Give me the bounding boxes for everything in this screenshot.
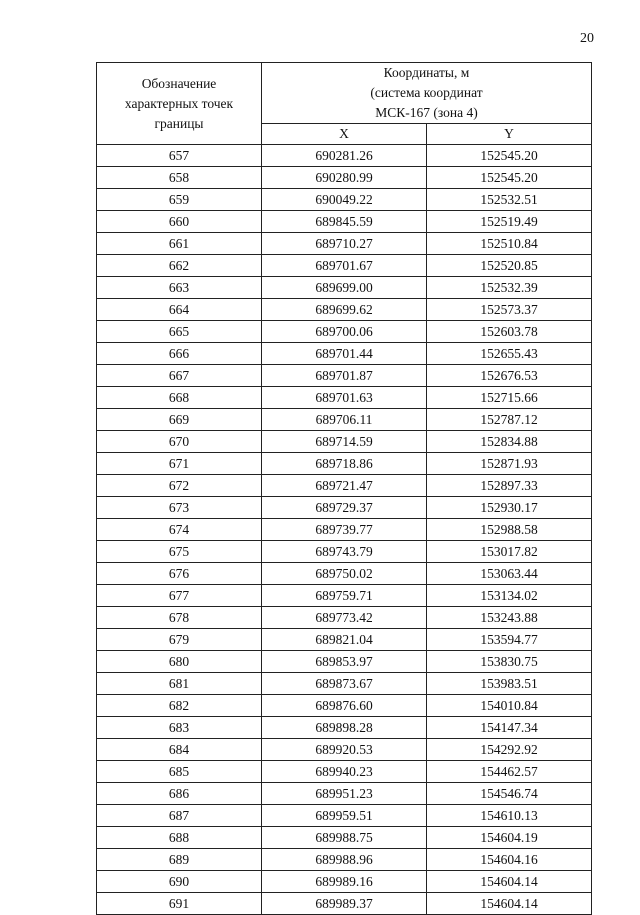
x-coordinate-cell: 689718.86 bbox=[262, 453, 427, 475]
table-row bbox=[97, 849, 592, 871]
coordinates-table bbox=[96, 62, 592, 915]
x-coordinate-cell: 690049.22 bbox=[262, 189, 427, 211]
y-coordinate-cell: 153017.82 bbox=[427, 541, 592, 563]
x-coordinate-cell: 689951.23 bbox=[262, 783, 427, 805]
table-row bbox=[97, 519, 592, 541]
y-coordinate-cell: 152655.43 bbox=[427, 343, 592, 365]
table-row bbox=[97, 607, 592, 629]
y-coordinate-cell: 153594.77 bbox=[427, 629, 592, 651]
y-coordinate-cell: 152532.39 bbox=[427, 277, 592, 299]
x-coordinate-cell: 689845.59 bbox=[262, 211, 427, 233]
point-id-cell: 661 bbox=[97, 233, 262, 255]
point-id-cell: 668 bbox=[97, 387, 262, 409]
y-coordinate-cell: 153830.75 bbox=[427, 651, 592, 673]
table-row bbox=[97, 827, 592, 849]
point-id-cell: 688 bbox=[97, 827, 262, 849]
y-coordinate-cell: 154546.74 bbox=[427, 783, 592, 805]
y-coordinate-cell: 154604.14 bbox=[427, 893, 592, 915]
x-coordinate-cell: 689701.44 bbox=[262, 343, 427, 365]
table-row bbox=[97, 299, 592, 321]
table-row bbox=[97, 145, 592, 167]
point-id-cell: 666 bbox=[97, 343, 262, 365]
point-id-cell: 681 bbox=[97, 673, 262, 695]
page-number: 20 bbox=[580, 31, 594, 46]
table-row bbox=[97, 233, 592, 255]
y-coordinate-cell: 153134.02 bbox=[427, 585, 592, 607]
x-coordinate-cell: 689898.28 bbox=[262, 717, 427, 739]
y-coordinate-cell: 154292.92 bbox=[427, 739, 592, 761]
table-row bbox=[97, 453, 592, 475]
point-id-cell: 662 bbox=[97, 255, 262, 277]
y-coordinate-cell: 152545.20 bbox=[427, 167, 592, 189]
point-id-cell: 685 bbox=[97, 761, 262, 783]
x-coordinate-cell: 689821.04 bbox=[262, 629, 427, 651]
point-id-cell: 678 bbox=[97, 607, 262, 629]
point-id-cell: 660 bbox=[97, 211, 262, 233]
y-coordinate-cell: 154604.14 bbox=[427, 871, 592, 893]
table-row bbox=[97, 541, 592, 563]
header-line: Координаты, м bbox=[383, 65, 470, 80]
point-id-cell: 676 bbox=[97, 563, 262, 585]
y-coordinate-cell: 152520.85 bbox=[427, 255, 592, 277]
y-coordinate-cell: 152519.49 bbox=[427, 211, 592, 233]
point-id-cell: 689 bbox=[97, 849, 262, 871]
point-id-cell: 657 bbox=[97, 145, 262, 167]
x-coordinate-cell: 689959.51 bbox=[262, 805, 427, 827]
point-id-cell: 667 bbox=[97, 365, 262, 387]
table-row bbox=[97, 585, 592, 607]
point-id-cell: 670 bbox=[97, 431, 262, 453]
point-id-cell: 672 bbox=[97, 475, 262, 497]
point-id-cell: 687 bbox=[97, 805, 262, 827]
table-row bbox=[97, 739, 592, 761]
point-id-cell: 684 bbox=[97, 739, 262, 761]
y-coordinate-cell: 152930.17 bbox=[427, 497, 592, 519]
table-row bbox=[97, 167, 592, 189]
y-coordinate-cell: 154604.19 bbox=[427, 827, 592, 849]
point-id-cell: 690 bbox=[97, 871, 262, 893]
x-coordinate-cell: 689701.67 bbox=[262, 255, 427, 277]
x-coordinate-cell: 689940.23 bbox=[262, 761, 427, 783]
table-row bbox=[97, 893, 592, 915]
point-id-cell: 658 bbox=[97, 167, 262, 189]
table-row bbox=[97, 431, 592, 453]
table-row bbox=[97, 673, 592, 695]
table-row bbox=[97, 871, 592, 893]
y-coordinate-cell: 152871.93 bbox=[427, 453, 592, 475]
point-id-cell: 686 bbox=[97, 783, 262, 805]
x-coordinate-cell: 689710.27 bbox=[262, 233, 427, 255]
x-coordinate-cell: 689988.75 bbox=[262, 827, 427, 849]
point-id-cell: 669 bbox=[97, 409, 262, 431]
x-coordinate-cell: 689876.60 bbox=[262, 695, 427, 717]
point-id-cell: 677 bbox=[97, 585, 262, 607]
x-coordinate-cell: 689701.87 bbox=[262, 365, 427, 387]
point-id-cell: 671 bbox=[97, 453, 262, 475]
y-coordinate-cell: 153063.44 bbox=[427, 563, 592, 585]
y-coordinate-cell: 152834.88 bbox=[427, 431, 592, 453]
x-coordinate-cell: 689701.63 bbox=[262, 387, 427, 409]
header-line: границы bbox=[154, 115, 204, 131]
point-id-cell: 683 bbox=[97, 717, 262, 739]
x-coordinate-cell: 689729.37 bbox=[262, 497, 427, 519]
table-row bbox=[97, 189, 592, 211]
point-id-cell: 682 bbox=[97, 695, 262, 717]
x-coordinate-cell: 689750.02 bbox=[262, 563, 427, 585]
point-id-cell: 674 bbox=[97, 519, 262, 541]
y-coordinate-cell: 152603.78 bbox=[427, 321, 592, 343]
x-coordinate-cell: 689920.53 bbox=[262, 739, 427, 761]
y-coordinate-cell: 152897.33 bbox=[427, 475, 592, 497]
table-row bbox=[97, 475, 592, 497]
y-coordinate-cell: 152510.84 bbox=[427, 233, 592, 255]
table-row bbox=[97, 629, 592, 651]
table-row bbox=[97, 563, 592, 585]
x-coordinate-cell: 689743.79 bbox=[262, 541, 427, 563]
table-row bbox=[97, 717, 592, 739]
x-coordinate-cell: 689773.42 bbox=[262, 607, 427, 629]
table-row bbox=[97, 343, 592, 365]
x-coordinate-cell: 689699.62 bbox=[262, 299, 427, 321]
point-id-cell: 680 bbox=[97, 651, 262, 673]
table-row bbox=[97, 255, 592, 277]
table-row bbox=[97, 497, 592, 519]
point-id-cell: 663 bbox=[97, 277, 262, 299]
x-coordinate-cell: 689989.16 bbox=[262, 871, 427, 893]
y-coordinate-cell: 152787.12 bbox=[427, 409, 592, 431]
table-header bbox=[97, 63, 592, 145]
x-coordinate-cell: 689988.96 bbox=[262, 849, 427, 871]
x-coordinate-cell: 689706.11 bbox=[262, 409, 427, 431]
y-coordinate-cell: 153243.88 bbox=[427, 607, 592, 629]
y-coordinate-cell: 154610.13 bbox=[427, 805, 592, 827]
point-id-cell: 675 bbox=[97, 541, 262, 563]
table-row bbox=[97, 409, 592, 431]
x-coordinate-cell: 689759.71 bbox=[262, 585, 427, 607]
table-row bbox=[97, 321, 592, 343]
table-row bbox=[97, 387, 592, 409]
x-coordinate-cell: 689700.06 bbox=[262, 321, 427, 343]
y-coordinate-cell: 152573.37 bbox=[427, 299, 592, 321]
y-coordinate-cell: 154010.84 bbox=[427, 695, 592, 717]
table-row bbox=[97, 783, 592, 805]
y-coordinate-cell: 154604.16 bbox=[427, 849, 592, 871]
x-coordinate-cell: 689853.97 bbox=[262, 651, 427, 673]
table-row bbox=[97, 651, 592, 673]
y-column-header: Y bbox=[427, 124, 592, 145]
x-coordinate-cell: 689714.59 bbox=[262, 431, 427, 453]
y-coordinate-cell: 154462.57 bbox=[427, 761, 592, 783]
point-id-cell: 665 bbox=[97, 321, 262, 343]
header-line: Обозначение bbox=[141, 75, 217, 91]
table-row bbox=[97, 365, 592, 387]
y-coordinate-cell: 152988.58 bbox=[427, 519, 592, 541]
header-line: МСК-167 (зона 4) bbox=[375, 105, 478, 120]
x-coordinate-cell: 690280.99 bbox=[262, 167, 427, 189]
x-coordinate-cell: 690281.26 bbox=[262, 145, 427, 167]
x-coordinate-cell: 689873.67 bbox=[262, 673, 427, 695]
y-coordinate-cell: 153983.51 bbox=[427, 673, 592, 695]
x-coordinate-cell: 689721.47 bbox=[262, 475, 427, 497]
point-id-cell: 664 bbox=[97, 299, 262, 321]
point-id-cell: 691 bbox=[97, 893, 262, 915]
x-coordinate-cell: 689989.37 bbox=[262, 893, 427, 915]
header-line: (система координат bbox=[370, 85, 483, 100]
table-row bbox=[97, 211, 592, 233]
point-id-cell: 659 bbox=[97, 189, 262, 211]
table-row bbox=[97, 695, 592, 717]
y-coordinate-cell: 154147.34 bbox=[427, 717, 592, 739]
y-coordinate-cell: 152545.20 bbox=[427, 145, 592, 167]
y-coordinate-cell: 152676.53 bbox=[427, 365, 592, 387]
point-id-cell: 679 bbox=[97, 629, 262, 651]
table-row bbox=[97, 277, 592, 299]
table-body bbox=[97, 145, 592, 915]
point-id-cell: 673 bbox=[97, 497, 262, 519]
point-designation-header bbox=[97, 63, 262, 145]
y-coordinate-cell: 152532.51 bbox=[427, 189, 592, 211]
table-row bbox=[97, 761, 592, 783]
x-coordinate-cell: 689699.00 bbox=[262, 277, 427, 299]
x-column-header: X bbox=[262, 124, 427, 145]
x-coordinate-cell: 689739.77 bbox=[262, 519, 427, 541]
coordinates-header bbox=[262, 63, 592, 124]
header-line: характерных точек bbox=[124, 95, 234, 111]
table-row bbox=[97, 805, 592, 827]
y-coordinate-cell: 152715.66 bbox=[427, 387, 592, 409]
